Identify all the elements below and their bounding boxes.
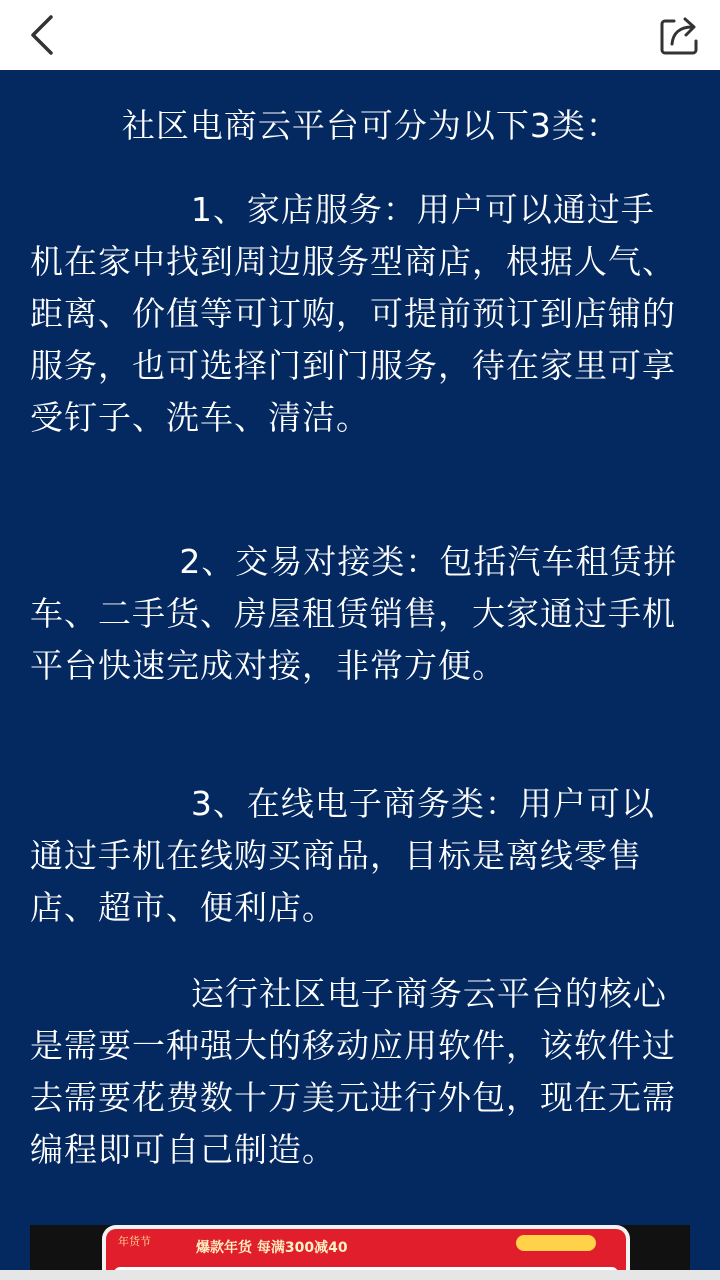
share-button[interactable] [648, 0, 712, 70]
share-icon [658, 13, 702, 57]
article-core-paragraph: 运行社区电子商务云平台的核心是需要一种强大的移动应用软件，该软件过去需要花费数十万美元进行外包，现在无需编程即可自己制造。 [30, 974, 676, 1169]
banner-title: 爆款年货 每满300减40 [196, 1240, 348, 1256]
banner-tag: 年货节 [118, 1235, 151, 1248]
article-item-online-commerce: 3、在线电子商务类：用户可以通过手机在线购买商品，目标是离线零售店、超市、便利店。 [30, 784, 655, 927]
article-content [0, 70, 720, 1280]
bottom-edge [0, 1270, 720, 1280]
article-item-trade-matching: 2、交易对接类：包括汽车租赁拼车、二手货、房屋租赁销售，大家通过手机平台快速完成对接，非常方便。 [30, 542, 678, 685]
chevron-left-icon [27, 13, 57, 57]
banner-coupon [516, 1235, 596, 1251]
back-button[interactable] [10, 0, 74, 70]
article-intro: 社区电商云平台可分为以下3类： [30, 106, 620, 145]
article-item-home-service: 1、家店服务：用户可以通过手机在家中找到周边服务型商店，根据人气、距离、价值等可订购，可提前预订到店铺的服务，也可选择门到门服务，待在家里可享受钉子、洗车、清洁。 [30, 190, 676, 437]
top-bar [0, 0, 720, 70]
